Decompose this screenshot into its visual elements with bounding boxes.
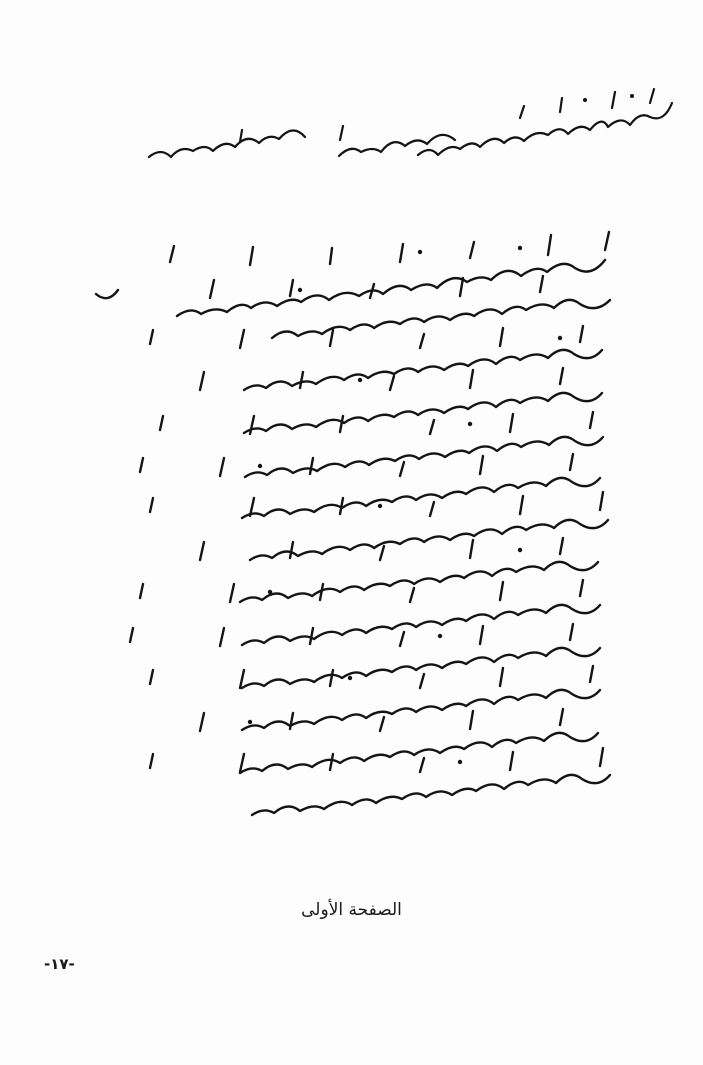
- page-caption: الصفحة الأولى: [301, 900, 402, 920]
- page-number: -١٧-: [44, 955, 75, 973]
- manuscript-dots: [248, 94, 634, 764]
- manuscript-body-lines: [96, 232, 610, 815]
- manuscript-header-line: [149, 89, 672, 157]
